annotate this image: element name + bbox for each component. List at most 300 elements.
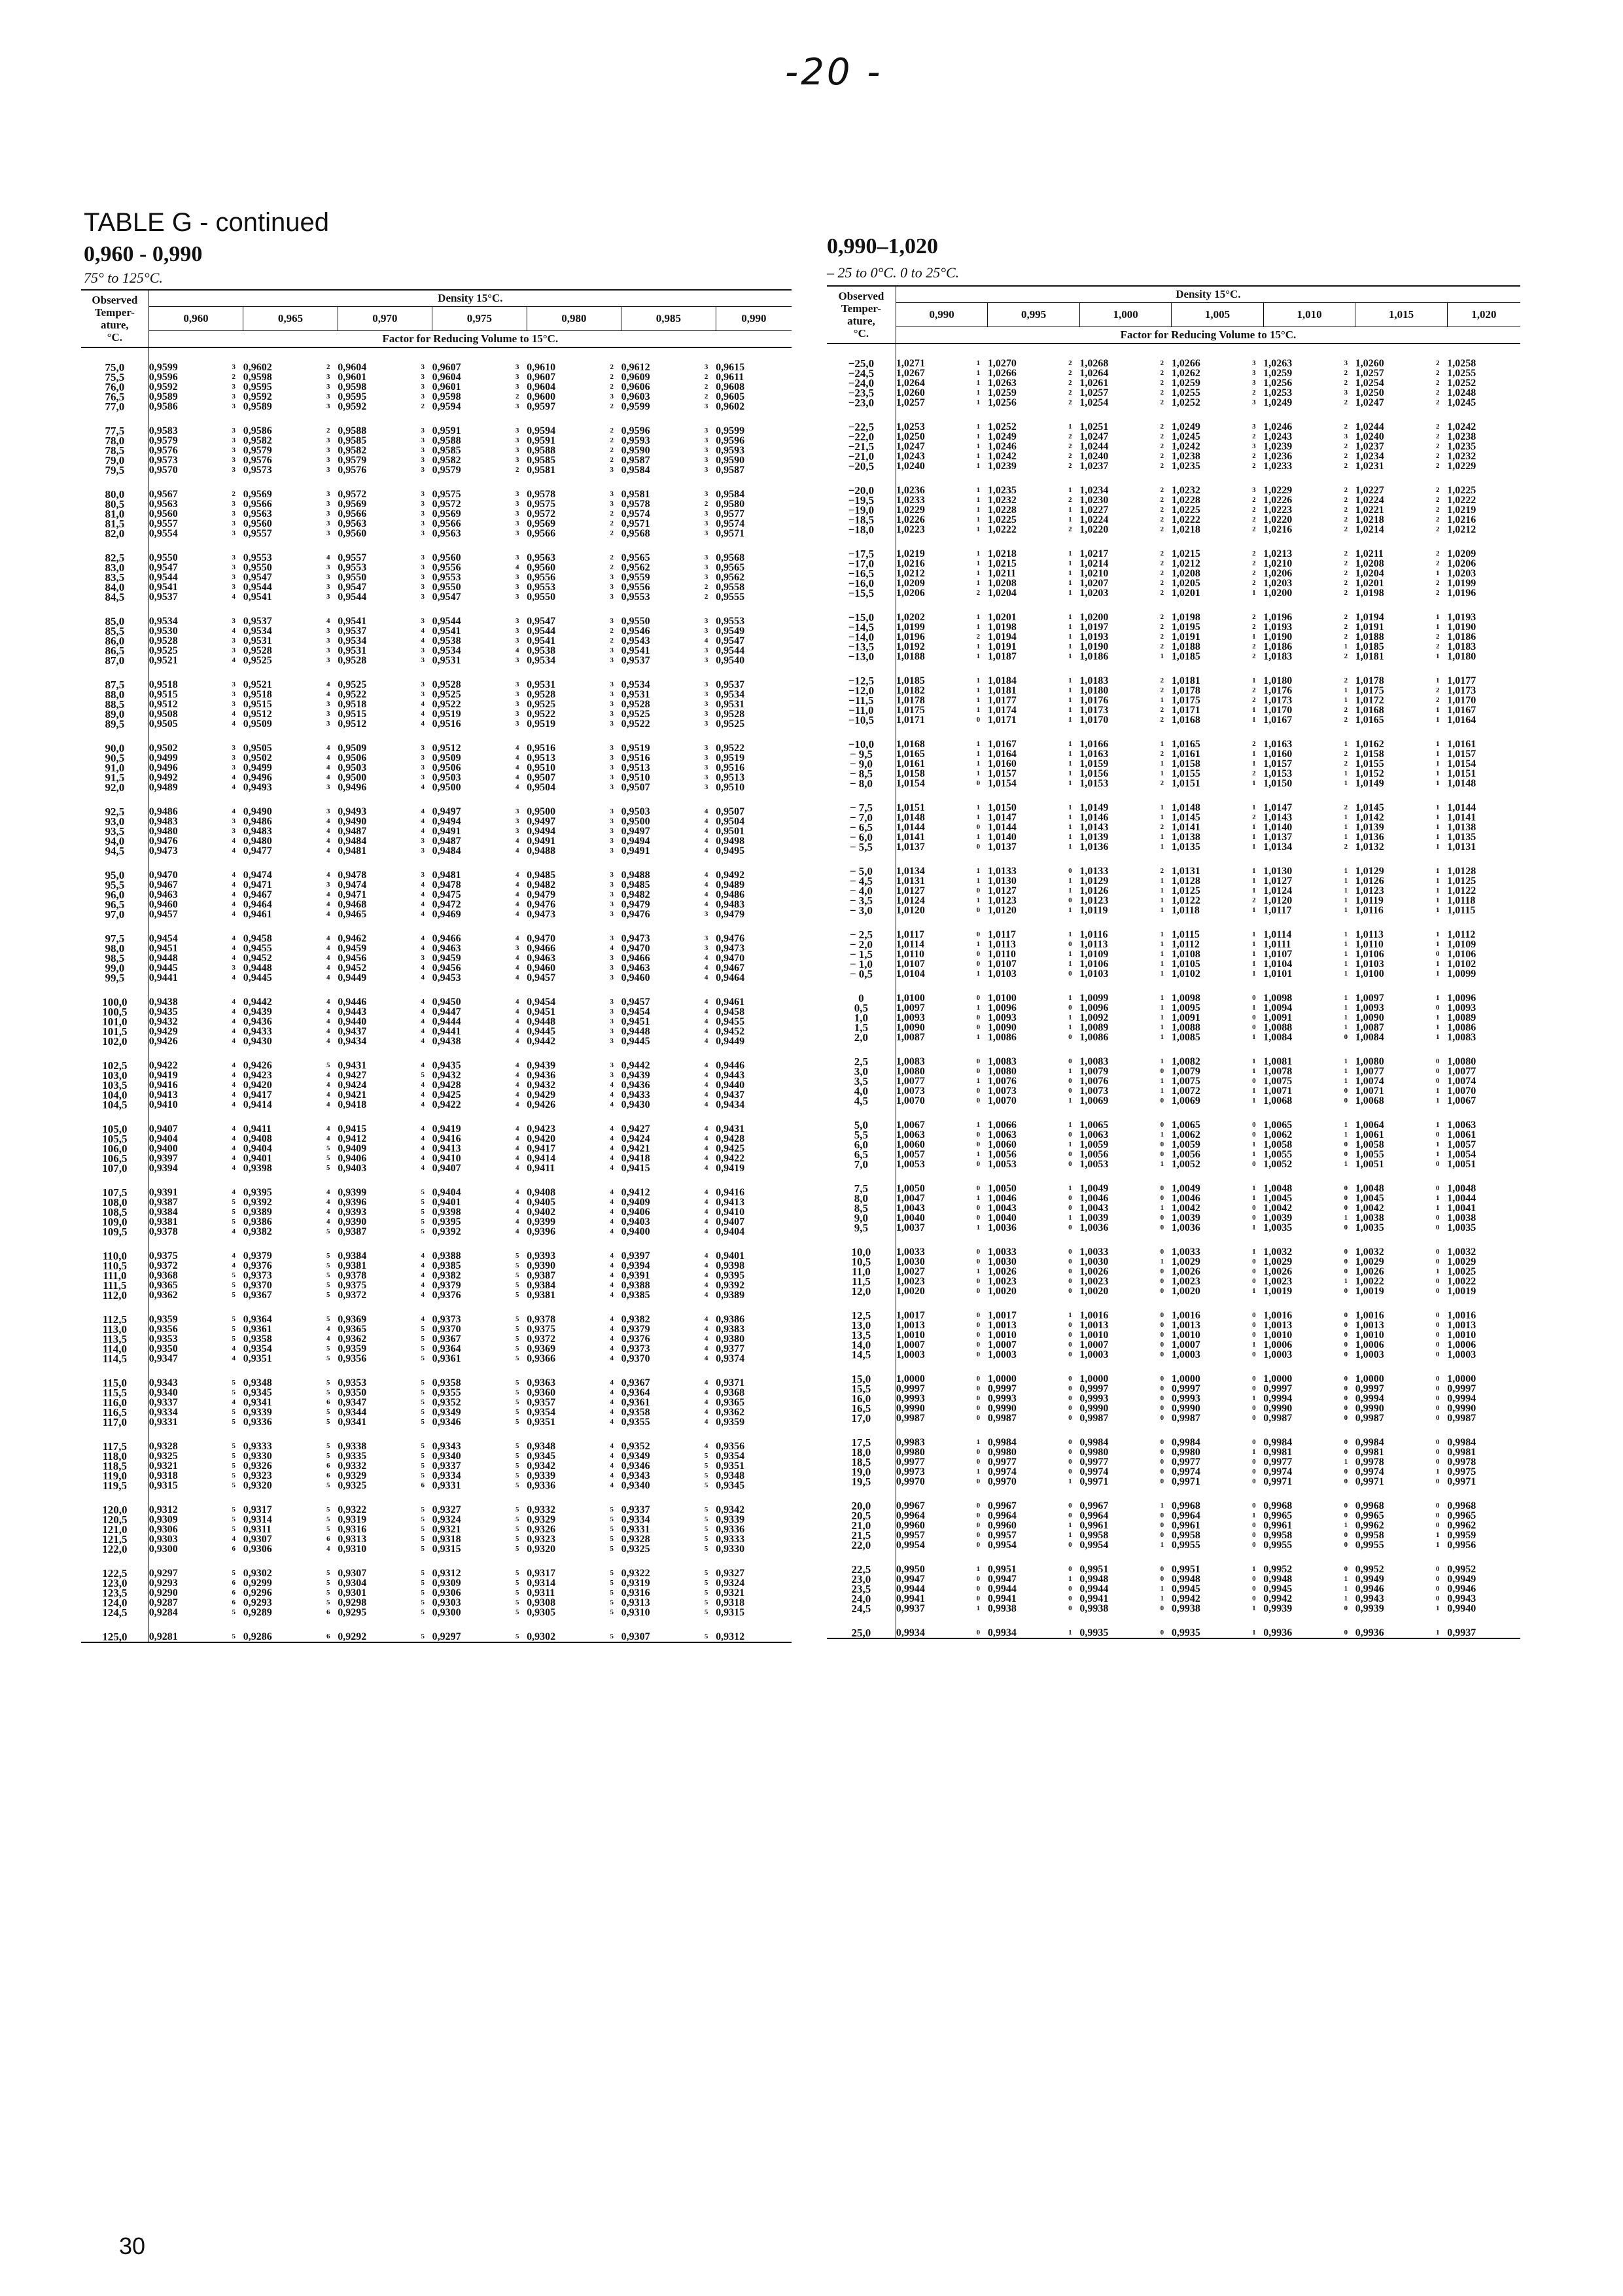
gap-cell (81, 792, 148, 807)
group-gap (81, 475, 792, 489)
factor-cell: 1,0131 (1171, 866, 1200, 877)
factor-cell: 0,9397 (148, 1153, 178, 1164)
difference-cell: 3 (232, 520, 236, 527)
factor-cell: 1,0257 (1355, 368, 1384, 379)
factor-cell: 0,9494 (527, 826, 556, 837)
factor-cell: 0,9509 (432, 752, 461, 764)
factor-cell: 1,0095 (1171, 1002, 1200, 1014)
factor-cell: 0,9467 (148, 879, 178, 891)
gap-cell (827, 852, 896, 866)
factor-cell: 0,9492 (148, 772, 178, 783)
factor-cell: 1,0016 (1263, 1310, 1293, 1321)
difference-cell: 5 (326, 1354, 330, 1362)
difference-cell: 1 (976, 1565, 981, 1573)
difference-cell: 2 (1344, 613, 1348, 621)
factor-cell: 0,9455 (243, 943, 272, 954)
difference-cell: 3 (704, 783, 708, 791)
factor-cell: 1,0247 (1079, 431, 1109, 442)
temperature-cell: 13,0 (827, 1320, 896, 1330)
factor-cell: 0,9606 (621, 381, 650, 393)
table-row (827, 1223, 1520, 1233)
table-row (827, 940, 1520, 949)
density-column-header: 1,000 (1079, 303, 1171, 327)
factor-cell: 0,9456 (338, 953, 367, 964)
factor-cell: 0,9961 (1171, 1520, 1200, 1531)
factor-cell: 0,9466 (432, 933, 461, 944)
factor-cell: 1,0123 (1355, 885, 1384, 896)
factor-cell: 0,9499 (243, 762, 272, 773)
difference-cell: 5 (704, 1535, 708, 1543)
temperature-cell: 8,0 (827, 1193, 896, 1203)
difference-cell: 5 (326, 1154, 330, 1162)
temperature-cell: −16,0 (827, 578, 896, 588)
factor-cell: 1,0105 (1171, 959, 1200, 970)
difference-cell: 1 (1344, 1585, 1348, 1593)
temperature-cell: 23,0 (827, 1574, 896, 1584)
difference-cell: 4 (515, 764, 519, 771)
factor-cell: 0,9332 (527, 1504, 556, 1515)
difference-cell: 5 (421, 1325, 425, 1333)
difference-cell: 2 (704, 373, 708, 381)
factor-cell: 1,0128 (1447, 866, 1476, 877)
difference-cell: 4 (232, 720, 236, 728)
factor-cell: 1,0212 (1447, 524, 1476, 535)
factor-cell: 0,9409 (621, 1197, 650, 1208)
density-column-header: 0,965 (243, 307, 338, 331)
difference-cell: 3 (232, 363, 236, 371)
factor-cell: 0,9438 (432, 1036, 461, 1047)
difference-cell: 1 (1068, 706, 1072, 714)
factor-cell: 1,0250 (1355, 387, 1384, 398)
factor-cell: 0,9435 (148, 1006, 178, 1017)
factor-cell: 1,0022 (1355, 1276, 1384, 1287)
factor-cell: 1,0110 (1355, 939, 1384, 950)
group-gap (81, 665, 792, 680)
factor-cell: 1,0003 (1447, 1349, 1476, 1360)
temperature-cell: 98,0 (81, 944, 148, 953)
factor-cell: 1,0206 (1263, 568, 1293, 579)
factor-cell: 1,0222 (987, 524, 1017, 535)
factor-cell: 1,0070 (896, 1095, 925, 1106)
difference-cell: 0 (1344, 1375, 1348, 1383)
factor-cell: 1,0163 (1263, 739, 1293, 750)
factor-cell: 1,0214 (1079, 558, 1109, 569)
factor-cell: 0,9547 (716, 635, 745, 646)
factor-cell: 1,0163 (1079, 749, 1109, 760)
factor-cell: 1,0097 (896, 1002, 925, 1014)
gap-cell (148, 1617, 792, 1632)
density-column-header: 0,970 (338, 307, 432, 331)
table-row (81, 436, 792, 446)
difference-cell: 3 (421, 573, 425, 581)
factor-cell: 0,9325 (338, 1480, 367, 1491)
factor-cell: 0,9352 (621, 1441, 650, 1452)
factor-cell: 0,9954 (987, 1540, 1017, 1551)
difference-cell: 1 (1344, 1014, 1348, 1021)
difference-cell: 1 (1160, 769, 1164, 777)
factor-cell: 0,9406 (338, 1153, 367, 1164)
difference-cell: 1 (1068, 750, 1072, 758)
table-row (827, 642, 1520, 652)
difference-cell: 2 (1068, 442, 1072, 450)
factor-cell: 0,9353 (148, 1333, 178, 1345)
difference-cell: 3 (704, 554, 708, 561)
difference-cell: 5 (326, 1515, 330, 1523)
factor-cell: 0,9987 (1447, 1413, 1476, 1424)
difference-cell: 0 (1068, 1595, 1072, 1602)
difference-cell: 4 (326, 891, 330, 898)
factor-cell: 0,9328 (621, 1534, 650, 1545)
difference-cell: 4 (704, 1125, 708, 1133)
factor-cell: 1,0081 (1263, 1056, 1293, 1067)
difference-cell: 5 (421, 1462, 425, 1470)
factor-cell: 0,9512 (338, 718, 367, 730)
factor-cell: 0,9331 (621, 1524, 650, 1535)
gap-cell (148, 1237, 792, 1251)
factor-cell: 1,0016 (1355, 1310, 1384, 1321)
difference-cell: 3 (610, 617, 614, 625)
table-row (81, 529, 792, 539)
factor-cell: 0,9375 (338, 1280, 367, 1291)
difference-cell: 4 (232, 1101, 236, 1108)
difference-cell: 1 (1252, 1565, 1256, 1573)
factor-cell: 1,0136 (1079, 841, 1109, 853)
factor-cell: 0,9977 (896, 1457, 925, 1468)
table-row (827, 676, 1520, 686)
factor-cell: 0,9534 (243, 626, 272, 637)
temperature-cell: 117,0 (81, 1417, 148, 1427)
difference-cell: 5 (326, 1281, 330, 1289)
table-row (81, 973, 792, 983)
difference-cell: 0 (1160, 1604, 1164, 1612)
gap-cell (148, 1173, 792, 1188)
difference-cell: 1 (1436, 1014, 1440, 1021)
difference-cell: 1 (1252, 706, 1256, 714)
table-row (827, 525, 1520, 535)
difference-cell: 3 (515, 593, 519, 601)
difference-cell: 4 (515, 974, 519, 981)
gap-cell (896, 788, 1520, 803)
density-column-header: 0,995 (988, 303, 1079, 327)
difference-cell: 4 (704, 1101, 708, 1108)
factor-cell: 0,9396 (338, 1197, 367, 1208)
factor-cell: 1,0173 (1263, 695, 1293, 706)
difference-cell: 5 (232, 1315, 236, 1323)
difference-cell: 2 (1160, 369, 1164, 377)
difference-cell: 3 (232, 583, 236, 591)
difference-cell: 4 (326, 1325, 330, 1333)
factor-cell: 1,0225 (1171, 504, 1200, 516)
factor-cell: 0,9332 (338, 1460, 367, 1472)
table-row (827, 1023, 1520, 1033)
table-row (827, 1457, 1520, 1467)
table-row (827, 1604, 1520, 1614)
table-row (81, 1407, 792, 1417)
difference-cell: 2 (1344, 652, 1348, 660)
difference-cell: 0 (1344, 1224, 1348, 1231)
factor-cell: 0,9416 (716, 1187, 745, 1198)
factor-cell: 0,9400 (621, 1226, 650, 1237)
difference-cell: 4 (326, 773, 330, 781)
factor-cell: 1,0048 (1355, 1183, 1384, 1194)
difference-cell: 3 (610, 847, 614, 855)
difference-cell: 0 (1436, 1458, 1440, 1466)
difference-cell: 0 (1068, 1511, 1072, 1519)
factor-cell: 0,9419 (148, 1070, 178, 1081)
difference-cell: 2 (1160, 525, 1164, 533)
difference-cell: 1 (1068, 716, 1072, 724)
factor-cell: 0,9312 (716, 1632, 792, 1642)
group-gap (81, 347, 792, 362)
factor-cell: 0,9516 (621, 752, 650, 764)
difference-cell: 0 (1252, 1502, 1256, 1510)
difference-cell: 0 (1160, 1521, 1164, 1529)
temperature-cell: 5,5 (827, 1130, 896, 1140)
gap-cell (81, 1173, 148, 1188)
difference-cell: 0 (1160, 1531, 1164, 1539)
factor-cell: 1,0096 (1079, 1002, 1109, 1014)
difference-cell: 5 (704, 1598, 708, 1606)
difference-cell: 3 (610, 1071, 614, 1079)
difference-cell: 0 (976, 960, 981, 968)
factor-cell: 1,0130 (1263, 866, 1293, 877)
difference-cell: 1 (1436, 706, 1440, 714)
factor-cell: 0,9544 (527, 626, 556, 637)
factor-cell: 1,0100 (1355, 968, 1384, 980)
factor-cell: 0,9319 (338, 1514, 367, 1525)
difference-cell: 4 (704, 807, 708, 815)
factor-cell: 0,9426 (243, 1060, 272, 1071)
difference-cell: 6 (326, 1608, 330, 1616)
factor-cell: 0,9563 (148, 499, 178, 510)
difference-cell: 0 (1068, 970, 1072, 978)
factor-cell: 0,9587 (716, 465, 745, 476)
difference-cell: 4 (232, 847, 236, 855)
gap-cell (896, 1296, 1520, 1311)
factor-cell: 0,9592 (243, 391, 272, 402)
table-row (81, 1568, 792, 1578)
difference-cell: 5 (326, 1271, 330, 1279)
difference-cell: 3 (421, 754, 425, 762)
factor-cell: 1,0143 (1263, 812, 1293, 823)
factor-cell: 0,9537 (621, 655, 650, 666)
gap-cell (148, 665, 792, 680)
factor-cell: 1,0053 (896, 1159, 925, 1170)
observed-header-line: ature, (847, 315, 875, 327)
temperature-cell: 78,0 (81, 436, 148, 446)
difference-cell: 1 (1344, 930, 1348, 938)
factor-cell: 1,0137 (1263, 832, 1293, 843)
difference-cell: 3 (232, 393, 236, 400)
factor-cell: 0,9571 (621, 518, 650, 529)
factor-cell: 0,9348 (716, 1470, 745, 1481)
difference-cell: 3 (326, 573, 330, 581)
difference-cell: 5 (515, 1281, 519, 1289)
factor-cell: 1,0134 (896, 866, 925, 877)
difference-cell: 6 (326, 1472, 330, 1479)
difference-cell: 0 (976, 1541, 981, 1549)
factor-cell: 1,0073 (1079, 1086, 1109, 1097)
factor-cell: 1,0170 (1263, 705, 1293, 716)
factor-cell: 0,9490 (243, 806, 272, 817)
difference-cell: 1 (1344, 1277, 1348, 1285)
factor-cell: 0,9455 (716, 1016, 745, 1027)
difference-cell: 4 (515, 871, 519, 879)
factor-cell: 0,9541 (621, 645, 650, 656)
factor-cell: 0,9984 (1447, 1437, 1476, 1448)
factor-cell: 1,0185 (1171, 651, 1200, 662)
difference-cell: 4 (421, 944, 425, 952)
difference-cell: 0 (1068, 1385, 1072, 1392)
difference-cell: 3 (421, 373, 425, 381)
difference-cell: 3 (1252, 423, 1256, 431)
difference-cell: 2 (1160, 486, 1164, 494)
difference-cell: 3 (1252, 369, 1256, 377)
factor-cell: 1,0168 (1171, 715, 1200, 726)
difference-cell: 4 (515, 1027, 519, 1035)
temperature-cell: −17,5 (827, 549, 896, 559)
difference-cell: 3 (610, 1061, 614, 1069)
factor-cell: 1,0180 (1447, 651, 1476, 662)
table-row (81, 573, 792, 582)
difference-cell: 1 (976, 1150, 981, 1158)
factor-cell: 1,0194 (987, 631, 1017, 643)
difference-cell: 3 (704, 510, 708, 518)
factor-cell: 0,9974 (1079, 1466, 1109, 1477)
factor-cell: 1,0079 (1171, 1066, 1200, 1077)
factor-cell: 0,9970 (987, 1476, 1017, 1487)
temperature-cell: −11,0 (827, 705, 896, 715)
difference-cell: 2 (1344, 506, 1348, 514)
factor-cell: 0,9949 (1355, 1574, 1384, 1585)
difference-cell: 4 (421, 900, 425, 908)
factor-cell: 0,9997 (1171, 1383, 1200, 1394)
difference-cell: 2 (1252, 569, 1256, 577)
factor-cell: 1,0235 (1447, 441, 1476, 452)
difference-cell: 3 (421, 427, 425, 434)
difference-cell: 3 (515, 573, 519, 581)
factor-cell: 0,9359 (148, 1314, 178, 1325)
factor-cell: 0,9965 (1263, 1510, 1293, 1521)
factor-cell: 1,0126 (1355, 875, 1384, 887)
table-row (827, 1394, 1520, 1404)
difference-cell: 5 (704, 1545, 708, 1553)
factor-cell: 0,9364 (243, 1314, 272, 1325)
factor-cell: 1,0062 (1263, 1129, 1293, 1140)
factor-cell: 0,9334 (148, 1407, 178, 1418)
difference-cell: 0 (1068, 1267, 1072, 1275)
temperature-cell: 104,0 (81, 1090, 148, 1100)
factor-cell: 0,9577 (716, 508, 745, 520)
factor-cell: 0,9346 (432, 1417, 461, 1428)
difference-cell: 4 (704, 1291, 708, 1299)
difference-cell: 4 (515, 1101, 519, 1108)
factor-cell: 0,9594 (527, 425, 556, 436)
difference-cell: 5 (232, 1418, 236, 1426)
table-row (81, 362, 792, 372)
factor-cell: 0,9582 (243, 435, 272, 446)
temperature-cell: 116,0 (81, 1398, 148, 1407)
factor-cell: 1,0003 (1079, 1349, 1109, 1360)
difference-cell: 1 (1068, 696, 1072, 704)
difference-cell: 1 (1160, 1131, 1164, 1139)
factor-cell: 0,9416 (148, 1080, 178, 1091)
difference-cell: 1 (1160, 1160, 1164, 1168)
table-row (827, 1013, 1520, 1023)
factor-cell: 0,9457 (148, 909, 178, 920)
temperature-cell: 85,0 (81, 616, 148, 626)
factor-cell: 0,9553 (716, 616, 745, 627)
temperature-cell: 78,5 (81, 446, 148, 455)
factor-cell: 1,0220 (1079, 524, 1109, 535)
difference-cell: 3 (515, 817, 519, 825)
right-table-range: 0,990–1,020 (827, 234, 938, 258)
difference-cell: 1 (976, 442, 981, 450)
factor-cell: 0,9984 (1171, 1437, 1200, 1448)
difference-cell: 2 (1436, 550, 1440, 557)
factor-cell: 1,0182 (896, 685, 925, 696)
difference-cell: 0 (1068, 1131, 1072, 1139)
difference-cell: 4 (610, 1271, 614, 1279)
temperature-cell: 77,5 (81, 426, 148, 436)
table-row (827, 1447, 1520, 1457)
factor-cell: 1,0107 (1263, 949, 1293, 960)
difference-cell: 4 (515, 964, 519, 972)
factor-cell: 0,9962 (1447, 1520, 1476, 1531)
factor-cell: 1,0170 (1447, 695, 1476, 706)
difference-cell: 0 (976, 1458, 981, 1466)
factor-cell: 0,9318 (716, 1597, 745, 1608)
table-row (81, 719, 792, 729)
factor-cell: 1,0060 (896, 1139, 925, 1150)
factor-cell: 0,9425 (716, 1143, 745, 1154)
difference-cell: 2 (1252, 462, 1256, 470)
factor-cell: 1,0157 (1447, 749, 1476, 760)
factor-cell: 0,9458 (243, 933, 272, 944)
table-row (81, 509, 792, 519)
factor-cell: 0,9557 (243, 528, 272, 539)
factor-cell: 0,9423 (527, 1123, 556, 1135)
difference-cell: 0 (1344, 1311, 1348, 1319)
factor-cell: 1,0036 (1079, 1222, 1109, 1233)
factor-cell: 1,0223 (1263, 504, 1293, 516)
factor-cell: 0,9609 (621, 372, 650, 383)
table-row (827, 1033, 1520, 1042)
difference-cell: 4 (704, 1008, 708, 1016)
factor-cell: 1,0252 (987, 421, 1017, 433)
factor-cell: 1,0136 (1355, 832, 1384, 843)
factor-cell: 1,0161 (1171, 749, 1200, 760)
header-row (827, 286, 1520, 303)
difference-cell: 2 (1160, 686, 1164, 694)
difference-cell: 3 (232, 617, 236, 625)
difference-cell: 0 (1252, 1204, 1256, 1212)
factor-cell: 0,9481 (432, 870, 461, 881)
factor-cell: 0,9323 (527, 1534, 556, 1545)
factor-cell: 1,0019 (1355, 1286, 1384, 1297)
factor-cell: 0,9531 (621, 689, 650, 700)
factor-cell: 1,0237 (1355, 441, 1384, 452)
difference-cell: 0 (1068, 1160, 1072, 1168)
difference-cell: 2 (704, 393, 708, 400)
factor-cell: 0,9544 (338, 592, 367, 603)
table-row (81, 1534, 792, 1544)
group-gap (827, 1423, 1520, 1438)
factor-cell: 1,0245 (1447, 397, 1476, 408)
page-number: 30 (119, 2233, 146, 2259)
factor-cell: 0,9575 (432, 489, 461, 500)
difference-cell: 0 (1068, 1248, 1072, 1256)
